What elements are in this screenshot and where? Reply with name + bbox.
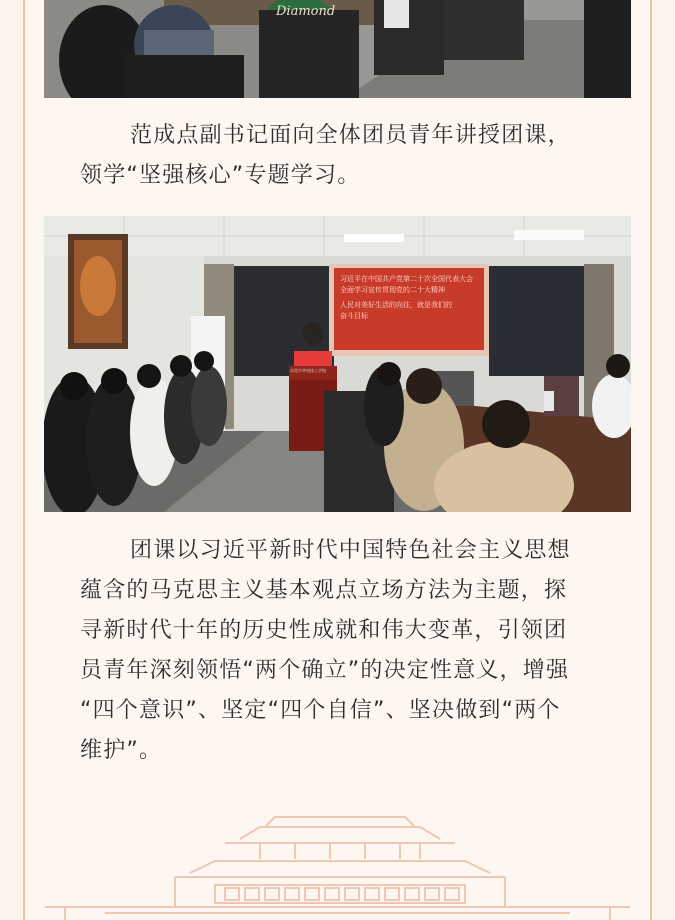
paragraph-2 <box>80 531 600 771</box>
article-content <box>25 0 650 920</box>
right-frame-border <box>650 0 652 920</box>
paragraph-1 <box>80 116 600 196</box>
screen-text: 奋斗目标 <box>340 312 368 320</box>
paragraph-2-line: 蕴含的马克思主义基本观点立场方法为主题，探 <box>80 578 568 603</box>
projection-screen <box>340 274 478 344</box>
paragraph-1-line: 领学“坚强核心”专题学习。 <box>80 163 361 188</box>
meeting-photo-main <box>44 216 631 512</box>
paragraph-2-line: 寻新时代十年的历史性成就和伟大变革，引领团 <box>80 618 568 643</box>
paragraph-2-line: 员青年深刻领悟“两个确立”的决定性意义，增强 <box>80 658 570 683</box>
meeting-photo-top <box>44 0 631 98</box>
paragraph-2-line: “四个意识”、坚定“四个自信”、坚决做到“两个 <box>80 698 561 723</box>
paragraph-2-line: 团课以习近平新时代中国特色社会主义思想 <box>130 538 571 563</box>
shirt-text: Diamond <box>276 4 336 19</box>
screen-text: 习近平在中国共产党第二十次全国代表大会 <box>340 275 473 283</box>
paragraph-1-line: 范成点副书记面向全体团员青年讲授团课， <box>130 123 571 148</box>
screen-text: 人民对美好生活的向往，就是我们的 <box>340 301 452 309</box>
screen-text: 全面学习宣传贯彻党的二十大精神 <box>340 286 445 294</box>
gate-building-decoration <box>25 815 650 920</box>
paragraph-2-line: 维护”。 <box>80 738 163 763</box>
podium-label: 东莞市华南技工学校 <box>290 368 326 373</box>
